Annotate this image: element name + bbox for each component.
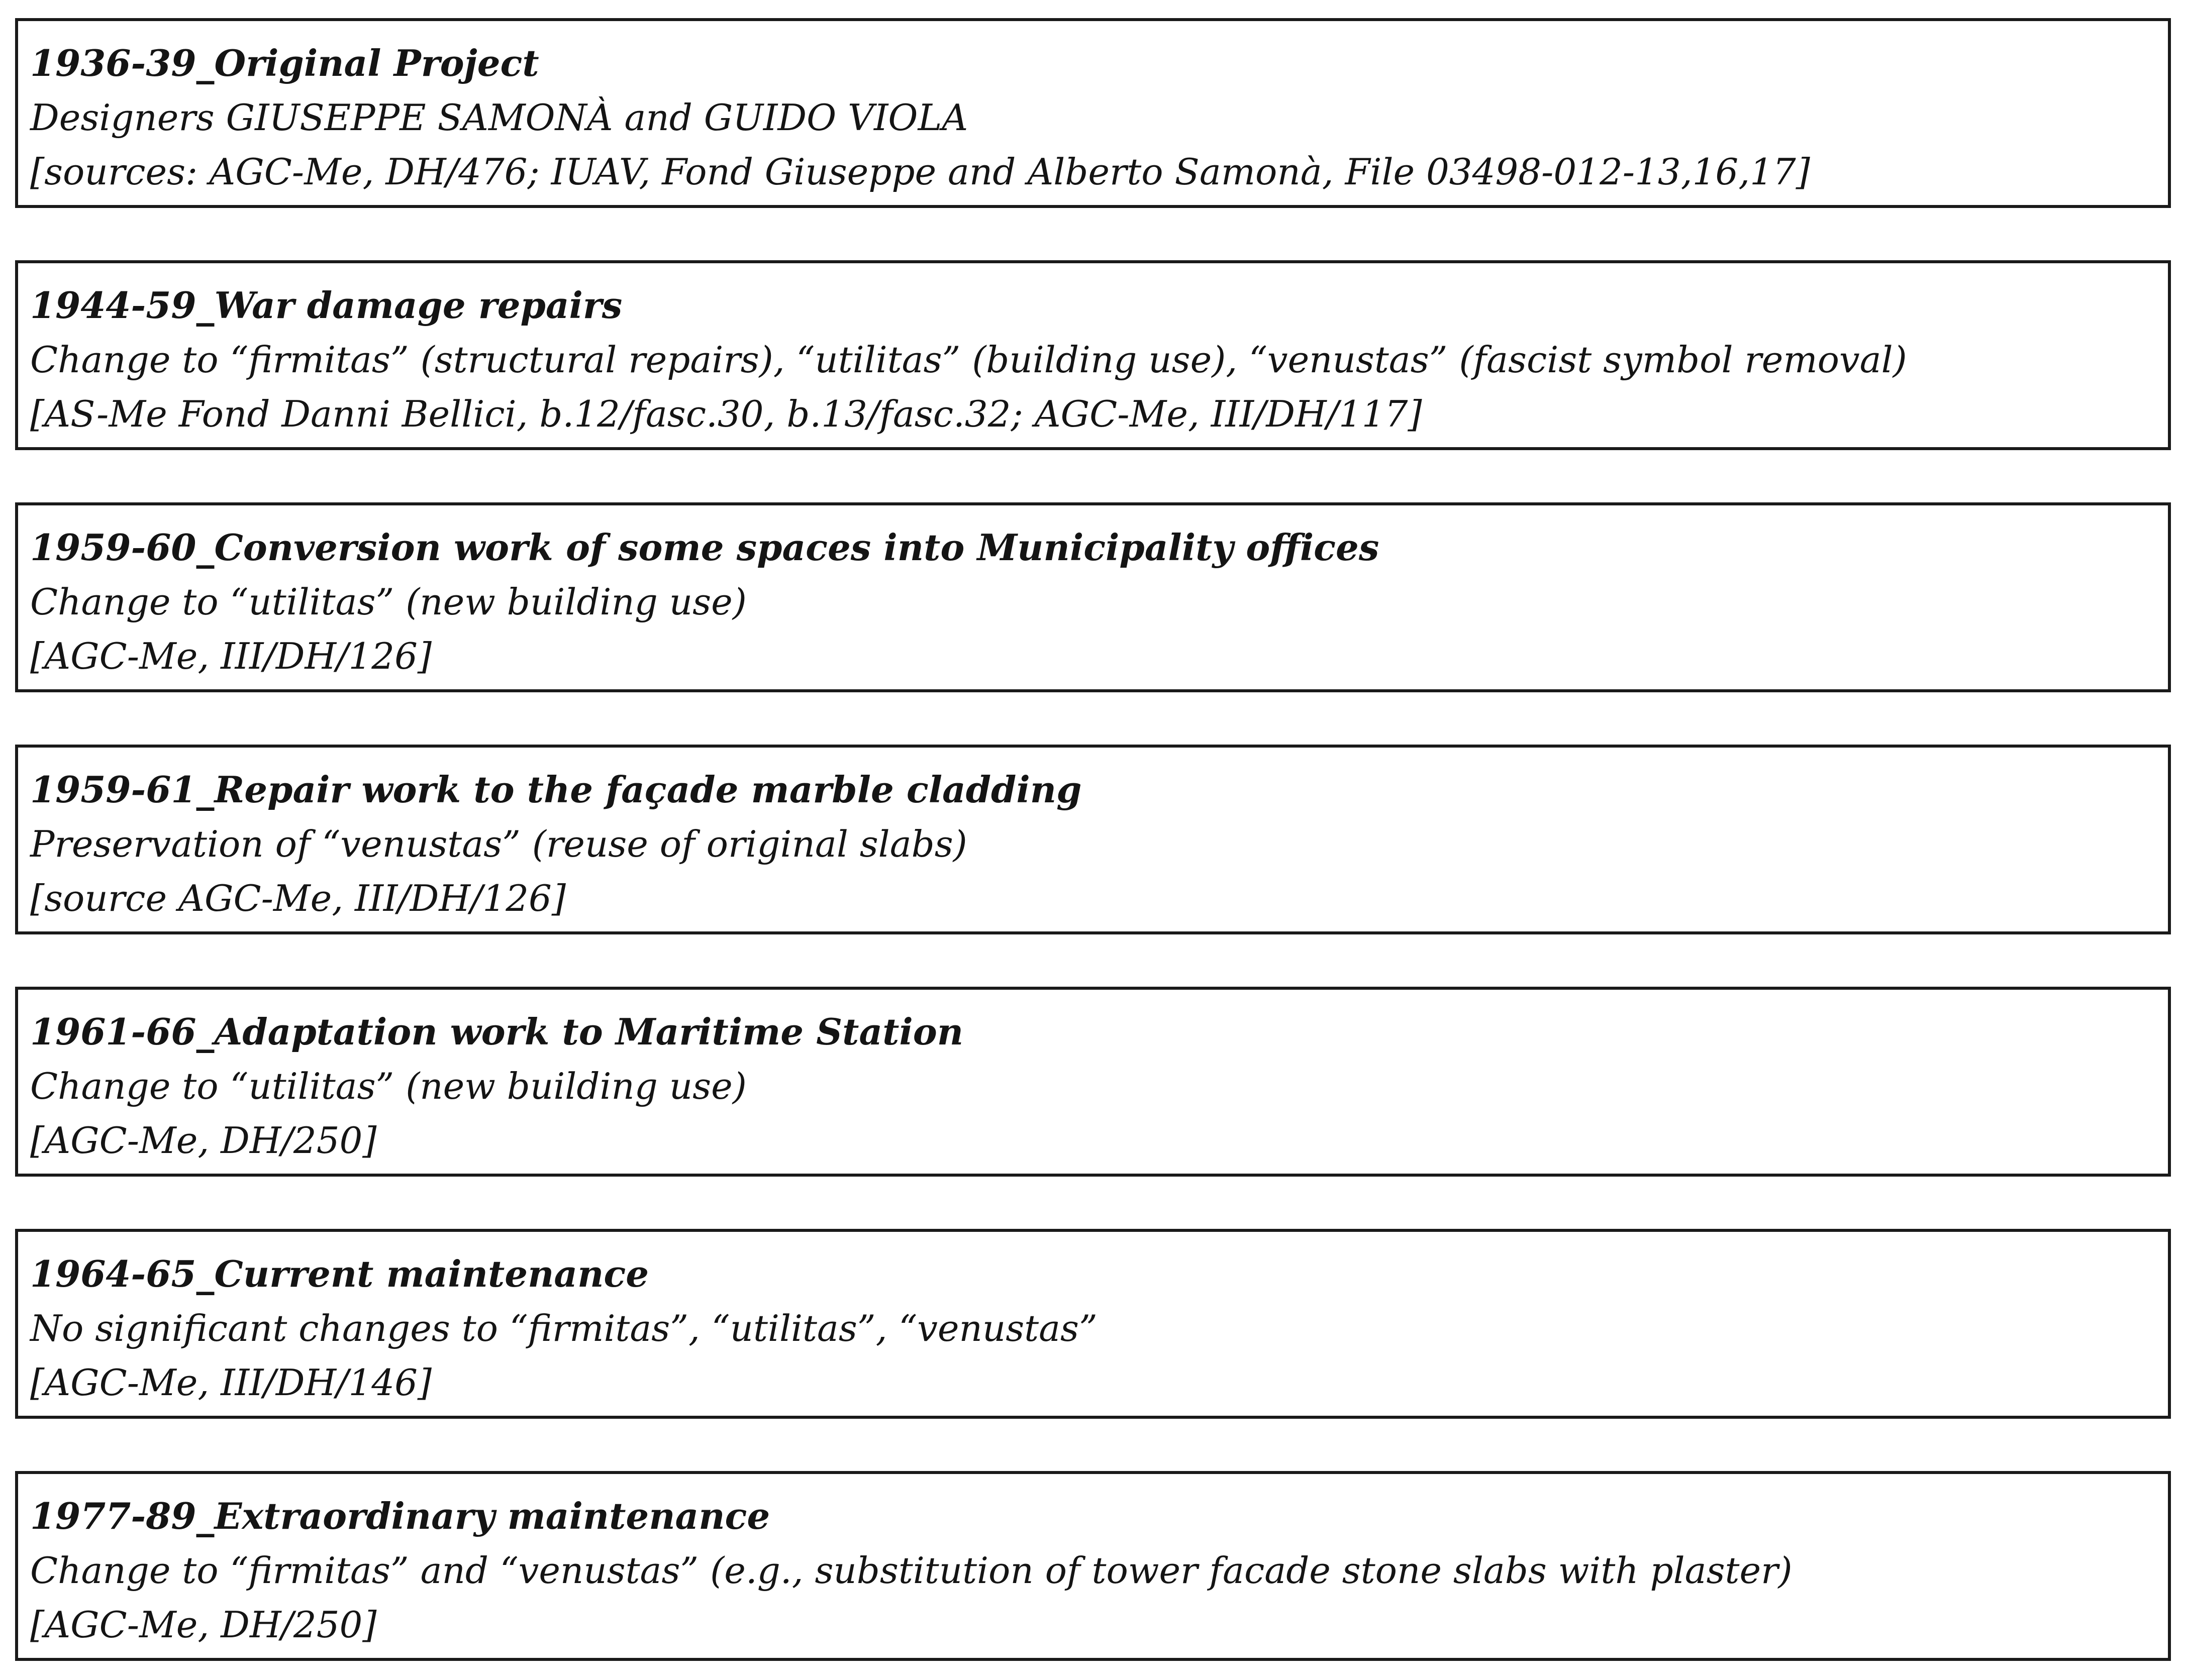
- entry-title: 1936-39_Original Project: [30, 42, 539, 84]
- timeline-entry: [15, 18, 2171, 208]
- timeline: [15, 18, 2171, 1661]
- entry-description: Change to “utilitas” (new building use): [30, 1065, 747, 1107]
- timeline-entry: [15, 745, 2171, 934]
- entry-title: 1961-66_Adaptation work to Maritime Station: [30, 1010, 964, 1053]
- timeline-entry: [15, 987, 2171, 1177]
- timeline-entry: [15, 260, 2171, 450]
- entry-description: Change to “firmitas” (structural repairs), “utilitas” (building use), “venustas” (fascist symbol removal): [30, 339, 1907, 381]
- entry-source: [source AGC-Me, III/DH/126]: [30, 877, 566, 919]
- entry-source: [AS-Me Fond Danni Bellici, b.12/fasc.30, b.13/fasc.32; AGC-Me, III/DH/117]: [30, 393, 1422, 435]
- entry-description: No significant changes to “firmitas”, “utilitas”, “venustas”: [30, 1307, 1098, 1349]
- entry-source: [sources: AGC-Me, DH/476; IUAV, Fond Giuseppe and Alberto Samonà, File 03498-012-13,16,17]: [30, 151, 1810, 193]
- entry-title: 1977-89_Extraordinary maintenance: [30, 1495, 770, 1537]
- timeline-entry: [15, 1471, 2171, 1661]
- entry-description: Preservation of “venustas” (reuse of original slabs): [30, 823, 967, 865]
- entry-title: 1959-61_Repair work to the façade marble cladding: [30, 768, 1082, 811]
- entry-source: [AGC-Me, DH/250]: [30, 1604, 377, 1646]
- entry-description: Change to “firmitas” and “venustas” (e.g., substitution of tower facade stone slabs with plaster): [30, 1549, 1793, 1592]
- entry-source: [AGC-Me, III/DH/126]: [30, 635, 432, 677]
- entry-title: 1964-65_Current maintenance: [30, 1252, 649, 1295]
- timeline-entry: [15, 502, 2171, 692]
- entry-description: Change to “utilitas” (new building use): [30, 581, 747, 623]
- entry-title: 1959-60_Conversion work of some spaces into Municipality offices: [30, 526, 1379, 569]
- entry-source: [AGC-Me, DH/250]: [30, 1119, 377, 1162]
- entry-title: 1944-59_War damage repairs: [30, 284, 623, 327]
- timeline-entry: [15, 1229, 2171, 1419]
- entry-source: [AGC-Me, III/DH/146]: [30, 1361, 432, 1404]
- entry-description: Designers GIUSEPPE SAMONÀ and GUIDO VIOLA: [30, 96, 968, 139]
